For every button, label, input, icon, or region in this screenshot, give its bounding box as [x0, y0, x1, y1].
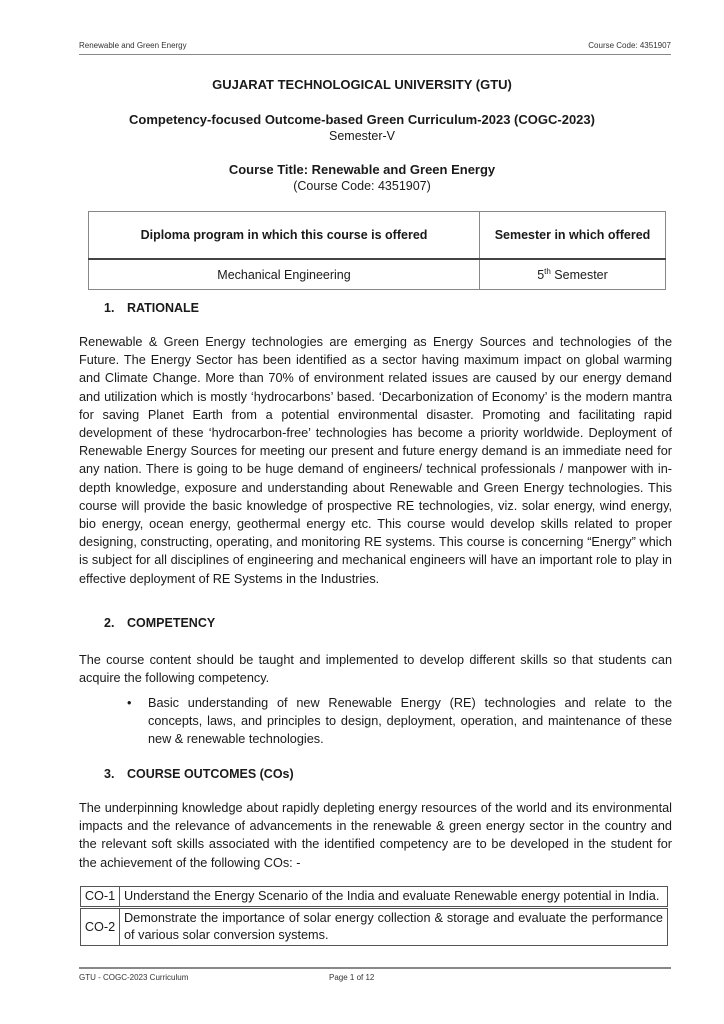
rationale-paragraph: Renewable & Green Energy technologies are emerging as Energy Sources and technologies of the Future. The Energy Sector has been identified as a sector having maximum impact on global warming and Climate Change. More than 70% of environment related issues are caused by our energy demand and utilization which is mostly ‘hydrocarbons’ based. ‘Decarbonization of Economy’ is the modern mantra for saving Planet Earth from a potential environmental disaster. Promoting and facilitating rapid development of these ‘hydrocarbon-free’ technologies has become a priority worldwide. Deployment of Renewable Energy Sources for meeting our present and future energy demand is an immediate need for any nation. There is going to be huge demand of engineers/ technical professionals / manpower with in-depth knowledge, exposure and understanding about Renewable and Green Energy technologies. This course will provide the basic knowledge of prospective RE technologies, viz. solar energy, wind energy, bio energy, ocean energy, geothermal energy etc. This course would develop skills related to proper designing, constructing, operating, and monitoring RE systems. This course is concerning “Energy” which is subject for all disciplines of engineering and mechanical engineers will have an important role to play in effective deployment of RE Systems in the Industries. [79, 335, 672, 586]
curriculum-title: Competency-focused Outcome-based Green Curriculum-2023 (COGC-2023) [129, 112, 595, 127]
course-outcomes-table [80, 886, 668, 946]
course-code: (Course Code: 4351907) [293, 179, 431, 193]
page-header [79, 40, 671, 55]
co-text: Demonstrate the importance of solar energy collection & storage and evaluate the performance of various solar conversion systems. [120, 908, 668, 946]
semester-label: Semester-V [329, 129, 395, 143]
program-table [88, 211, 666, 290]
semester-cell: 5th Semester [480, 259, 666, 290]
co-id: CO-2 [81, 908, 120, 946]
co-id: CO-1 [81, 887, 120, 908]
competency-paragraph: The course content should be taught and implemented to develop different skills so that students can acquire the following competency. [79, 653, 672, 686]
footer-curriculum: GTU - COGC-2023 Curriculum [79, 973, 189, 982]
competency-bullet-item: • Basic understanding of new Renewable Energy (RE) technologies and relate to the concepts, laws, and principles to design, deployment, operation, and maintenance of these new & renewable technologies. [127, 696, 672, 747]
bullet-icon: • [127, 696, 132, 710]
header-course-code: Course Code: 4351907 [588, 41, 671, 50]
table-row [81, 908, 668, 946]
section-heading-competency: 2. COMPETENCY [104, 616, 216, 630]
section-heading-course-outcomes: 3. COURSE OUTCOMES (COs) [104, 767, 294, 781]
program-column-header: Diploma program in which this course is offered [89, 212, 480, 260]
table-row [89, 259, 666, 290]
semester-column-header: Semester in which offered [480, 212, 666, 260]
university-title: GUJARAT TECHNOLOGICAL UNIVERSITY (GTU) [212, 77, 512, 92]
program-table-header [89, 212, 666, 260]
co-text: Understand the Energy Scenario of the India and evaluate Renewable energy potential in India. [120, 887, 668, 908]
page-number: Page 1 of 12 [329, 973, 375, 982]
course-outcomes-paragraph: The underpinning knowledge about rapidly depleting energy resources of the world and its environmental impacts and the relevance of advancements in the renewable & green energy sector in the country and the relevant soft skills associated with the identified competency are to be developed in the student for the achievement of the following COs: - [79, 801, 672, 870]
program-cell: Mechanical Engineering [89, 259, 480, 290]
table-row [81, 887, 668, 908]
course-title: Course Title: Renewable and Green Energy [228, 162, 496, 177]
page-footer [79, 967, 671, 989]
header-course-name: Renewable and Green Energy [79, 41, 187, 50]
section-heading-rationale: 1. RATIONALE [104, 301, 199, 315]
